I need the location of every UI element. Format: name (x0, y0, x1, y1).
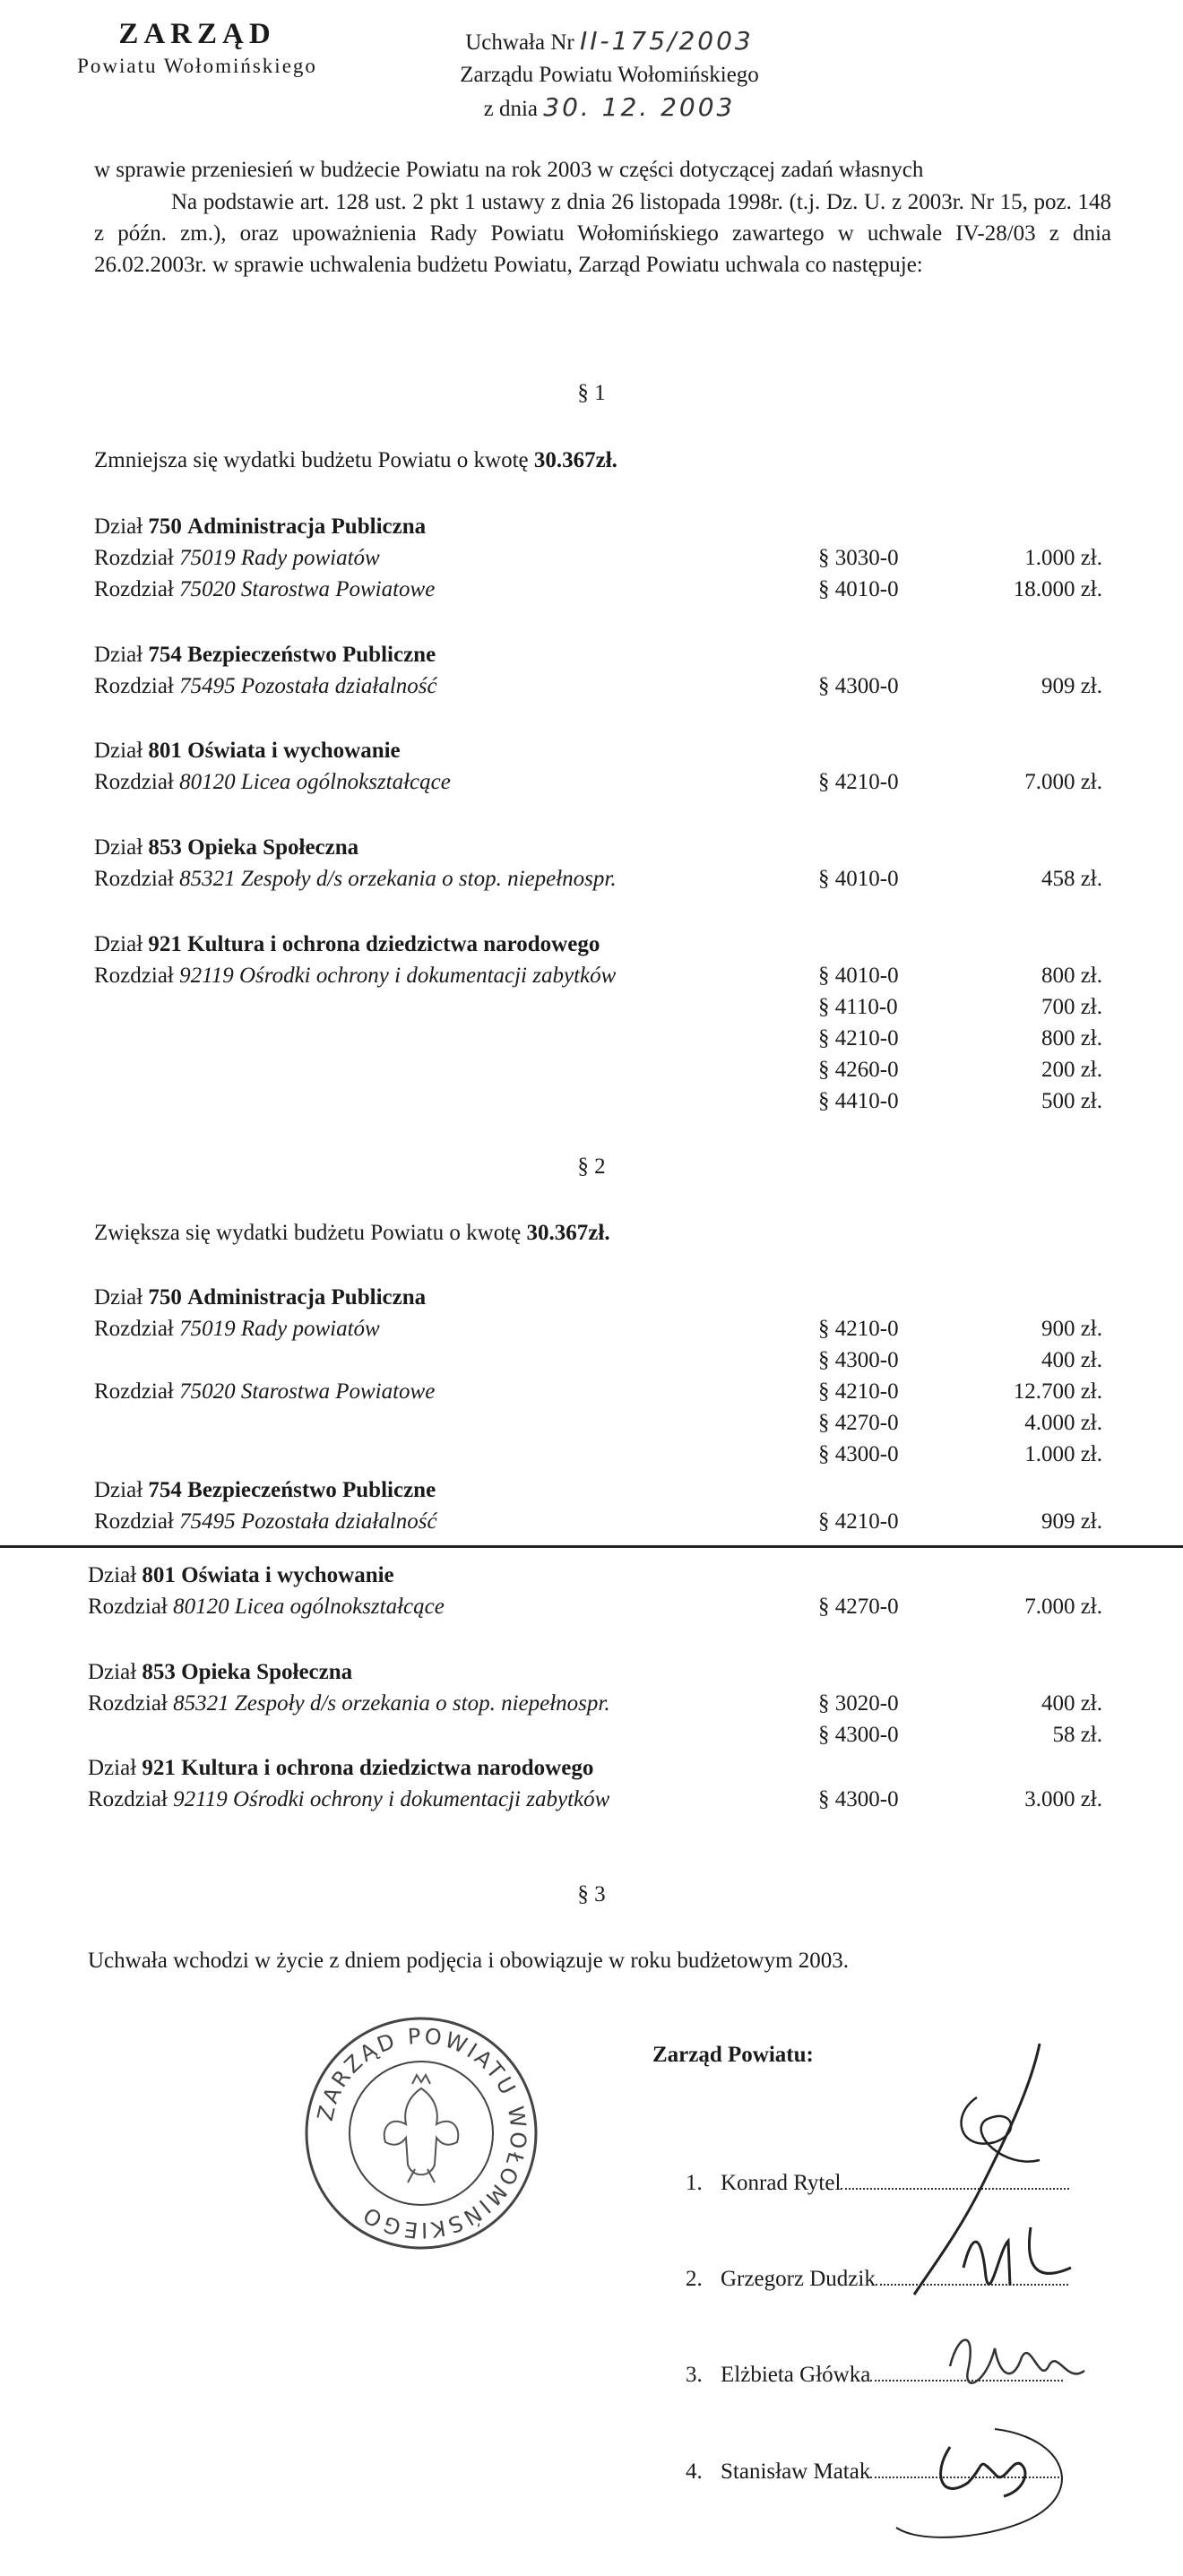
dzial-name: Opieka Społeczna (187, 835, 359, 860)
amount: 458 zł. (1041, 867, 1102, 891)
dzial-name: Kultura i ochrona dziedzictwa narodowego (187, 932, 600, 956)
subject-line: w sprawie przeniesień w budżecie Powiatu na rok 2003 w części dotyczącej zadań własnych (94, 158, 924, 182)
legal-basis-paragraph (94, 186, 1111, 281)
rozdzial-prefix: Rozdział (88, 1787, 168, 1811)
dzial-number: 853 (142, 1660, 176, 1684)
signature-scribble-3 (941, 2321, 1111, 2402)
dzial-number: 754 (148, 643, 182, 667)
paragraph-code: § 4260-0 (818, 1058, 899, 1082)
rozdzial-prefix: Rozdział (94, 964, 174, 988)
section-1-total: 30.367zł. (533, 448, 617, 472)
dzial-prefix: Dział (94, 643, 143, 667)
s2-rozdzial-80120 (88, 1591, 445, 1622)
signatory-number: 4. (686, 2459, 703, 2484)
paragraph-code: § 4210-0 (818, 1509, 899, 1534)
paragraph-code: § 4010-0 (818, 867, 899, 891)
amount: 1.000 zł. (1024, 546, 1102, 570)
paragraph-code: § 4010-0 (818, 964, 899, 988)
amount: 900 zł. (1041, 1317, 1102, 1341)
amount: 12.700 zł. (1013, 1379, 1102, 1404)
s2-dzial-754 (94, 1474, 436, 1506)
paragraph-code: § 4410-0 (818, 1089, 899, 1113)
s1-dzial-921 (94, 929, 600, 960)
rozdzial-name: 75495 Pozostała działalność (179, 674, 437, 698)
s2-rozdzial-75020 (94, 1376, 435, 1407)
date-label: z dnia (483, 97, 538, 121)
issuer-subtitle: Powiatu Wołomińskiego (77, 55, 317, 77)
paragraph-code: § 4300-0 (818, 1442, 899, 1466)
dzial-name: Oświata i wychowanie (181, 1563, 394, 1587)
paragraph-code: § 4110-0 (818, 995, 898, 1019)
signatures-heading: Zarząd Powiatu: (652, 2043, 814, 2067)
dzial-prefix: Dział (88, 1756, 137, 1780)
resolution-number-handwritten: II-175/2003 (579, 26, 754, 56)
paragraph-code: § 4270-0 (818, 1411, 899, 1435)
dzial-number: 921 (148, 932, 182, 956)
rozdzial-prefix: Rozdział (88, 1595, 168, 1619)
s2-dzial-801 (88, 1560, 394, 1591)
resolution-number-line (394, 25, 825, 59)
date-line (394, 91, 825, 125)
dzial-name: Bezpieczeństwo Publiczne (187, 643, 436, 667)
amount: 18.000 zł. (1013, 577, 1102, 601)
section-1-intro (94, 445, 617, 476)
signatory-name: Stanisław Matak (721, 2459, 871, 2484)
section-2-intro-text: Zwiększa się wydatki budżetu Powiatu o kwotę (94, 1221, 522, 1245)
eagle-emblem-icon (384, 2075, 459, 2183)
dzial-number: 801 (142, 1563, 176, 1587)
paragraph-code: § 4300-0 (818, 1348, 899, 1372)
amount: 4.000 zł. (1024, 1411, 1102, 1435)
s2-rozdzial-85321 (88, 1688, 610, 1719)
signatory-number: 1. (686, 2171, 703, 2195)
rozdzial-prefix: Rozdział (94, 674, 174, 698)
paragraph-code: § 4300-0 (818, 674, 899, 698)
rozdzial-name: 92119 Ośrodki ochrony i dokumentacji zabytków (179, 964, 617, 988)
rozdzial-prefix: Rozdział (88, 1691, 168, 1716)
scan-seam-line (0, 1545, 1183, 1548)
board-name: Zarządu Powiatu Wołomińskiego (460, 63, 759, 87)
dzial-name: Kultura i ochrona dziedzictwa narodowego (181, 1756, 594, 1780)
resolution-header (394, 25, 825, 125)
rozdzial-prefix: Rozdział (94, 1379, 174, 1404)
amount: 200 zł. (1041, 1058, 1102, 1082)
rozdzial-prefix: Rozdział (94, 1317, 174, 1341)
dzial-number: 921 (142, 1756, 176, 1780)
amount: 7.000 zł. (1024, 770, 1102, 794)
rozdzial-name: 75019 Rady powiatów (179, 546, 380, 570)
s2-dzial-853 (88, 1656, 352, 1688)
paragraph-code: § 3020-0 (818, 1691, 899, 1716)
s1-dzial-754 (94, 639, 436, 670)
date-handwritten: 30. 12. 2003 (543, 92, 736, 122)
section-2-total: 30.367zł. (526, 1221, 610, 1245)
issuer-title: ZARZĄD (118, 18, 276, 50)
s1-rozdzial-75019 (94, 542, 380, 574)
section-2-mark: § 2 (577, 1154, 606, 1179)
rozdzial-prefix: Rozdział (94, 577, 174, 601)
amount: 3.000 zł. (1024, 1787, 1102, 1811)
stamp-text: ZARZĄD POWIATU WOŁOMIŃSKIEGO (312, 2023, 531, 2243)
s1-dzial-801 (94, 735, 401, 766)
signatory-name: Grzegorz Dudzik (721, 2267, 876, 2291)
dzial-number: 801 (148, 739, 182, 763)
paragraph-code: § 3030-0 (818, 546, 899, 570)
s2-rozdzial-75495 (94, 1506, 437, 1537)
s2-dzial-921 (88, 1752, 593, 1784)
rozdzial-prefix: Rozdział (94, 1509, 174, 1534)
dzial-prefix: Dział (88, 1660, 137, 1684)
s1-rozdzial-75495 (94, 670, 437, 702)
s1-rozdzial-85321 (94, 863, 617, 895)
section-3-text: Uchwała wchodzi w życie z dniem podjęcia i obowiązuje w roku budżetowym 2003. (88, 1949, 850, 1973)
signatory-number: 2. (686, 2267, 703, 2291)
amount: 700 zł. (1041, 995, 1102, 1019)
rozdzial-name: 80120 Licea ogólnokształcące (179, 770, 451, 794)
s1-rozdzial-92119 (94, 960, 616, 991)
rozdzial-name: 85321 Zespoły d/s orzekania o stop. niepełnospr. (179, 867, 617, 891)
section-1-intro-text: Zmniejsza się wydatki budżetu Powiatu o kwotę (94, 448, 529, 472)
dzial-number: 754 (148, 1478, 182, 1502)
dzial-prefix: Dział (94, 739, 143, 763)
paragraph-code: § 4210-0 (818, 770, 899, 794)
signature-scribble-2 (946, 2214, 1107, 2312)
s1-dzial-853 (94, 832, 358, 863)
paragraph-code: § 4270-0 (818, 1595, 899, 1619)
rozdzial-name: 85321 Zespoły d/s orzekania o stop. niepełnospr. (173, 1691, 610, 1716)
amount: 7.000 zł. (1024, 1595, 1102, 1619)
rozdzial-name: 75019 Rady powiatów (179, 1317, 380, 1341)
s2-rozdzial-75019 (94, 1313, 380, 1344)
paragraph-code: § 4210-0 (818, 1317, 899, 1341)
signatory-number: 3. (686, 2363, 703, 2387)
dzial-prefix: Dział (94, 835, 143, 860)
section-2-intro (94, 1217, 610, 1249)
amount: 400 zł. (1041, 1348, 1102, 1372)
dzial-number: 853 (148, 835, 182, 860)
signatory-name: Konrad Rytel (721, 2171, 842, 2195)
amount: 909 zł. (1041, 1509, 1102, 1534)
issuer-block (36, 18, 358, 78)
rozdzial-name: 80120 Licea ogólnokształcące (173, 1595, 445, 1619)
dzial-number: 750 (148, 1285, 182, 1310)
dzial-number: 750 (148, 514, 182, 539)
dzial-name: Administracja Publiczna (187, 1285, 427, 1310)
s2-rozdzial-92119 (88, 1784, 609, 1815)
s1-rozdzial-75020 (94, 574, 435, 605)
paragraph-code: § 4210-0 (818, 1379, 899, 1404)
s2-dzial-750 (94, 1282, 426, 1313)
amount: 800 zł. (1041, 964, 1102, 988)
amount: 1.000 zł. (1024, 1442, 1102, 1466)
amount: 58 zł. (1052, 1723, 1102, 1747)
dzial-name: Bezpieczeństwo Publiczne (187, 1478, 436, 1502)
rozdzial-prefix: Rozdział (94, 546, 174, 570)
amount: 909 zł. (1041, 674, 1102, 698)
dzial-name: Oświata i wychowanie (187, 739, 401, 763)
dzial-prefix: Dział (94, 514, 143, 539)
rozdzial-prefix: Rozdział (94, 867, 174, 891)
paragraph-code: § 4210-0 (818, 1026, 899, 1050)
signatory-name: Elżbieta Główka (721, 2363, 871, 2387)
s1-dzial-750 (94, 511, 426, 542)
paragraph-code: § 4010-0 (818, 577, 899, 601)
amount: 500 zł. (1041, 1089, 1102, 1113)
dzial-name: Administracja Publiczna (187, 514, 427, 539)
section-3-mark: § 3 (577, 1882, 606, 1906)
rozdzial-prefix: Rozdział (94, 770, 174, 794)
dzial-prefix: Dział (94, 932, 143, 956)
section-1-mark: § 1 (577, 381, 606, 405)
dzial-prefix: Dział (88, 1563, 137, 1587)
paragraph-code: § 4300-0 (818, 1723, 899, 1747)
legal-basis-text: Na podstawie art. 128 ust. 2 pkt 1 ustawy z dnia 26 listopada 1998r. (t.j. Dz. U. z 2003r. Nr 15, poz. 148 z późn. zm.), oraz upoważnienia Rady Powiatu Wołomińskiego zawartego w uchwale IV-28/03 z dnia 26.02.2003r. w sprawie uchwalenia budżetu Powiatu, Zarząd Powiatu uchwala co następuje: (94, 190, 1111, 277)
rozdzial-name: 75020 Starostwa Powiatowe (179, 1379, 436, 1404)
dzial-prefix: Dział (94, 1285, 143, 1310)
paragraph-code: § 4300-0 (818, 1787, 899, 1811)
signature-scribble-4 (887, 2420, 1120, 2563)
rozdzial-name: 75495 Pozostała działalność (179, 1509, 437, 1534)
dzial-name: Opieka Społeczna (181, 1660, 353, 1684)
amount: 400 zł. (1041, 1691, 1102, 1716)
s1-rozdzial-80120 (94, 766, 451, 798)
dzial-prefix: Dział (94, 1478, 143, 1502)
official-stamp (300, 2012, 542, 2254)
amount: 800 zł. (1041, 1026, 1102, 1050)
resolution-label: Uchwała Nr (465, 30, 574, 55)
rozdzial-name: 75020 Starostwa Powiatowe (179, 577, 436, 601)
rozdzial-name: 92119 Ośrodki ochrony i dokumentacji zabytków (173, 1787, 610, 1811)
